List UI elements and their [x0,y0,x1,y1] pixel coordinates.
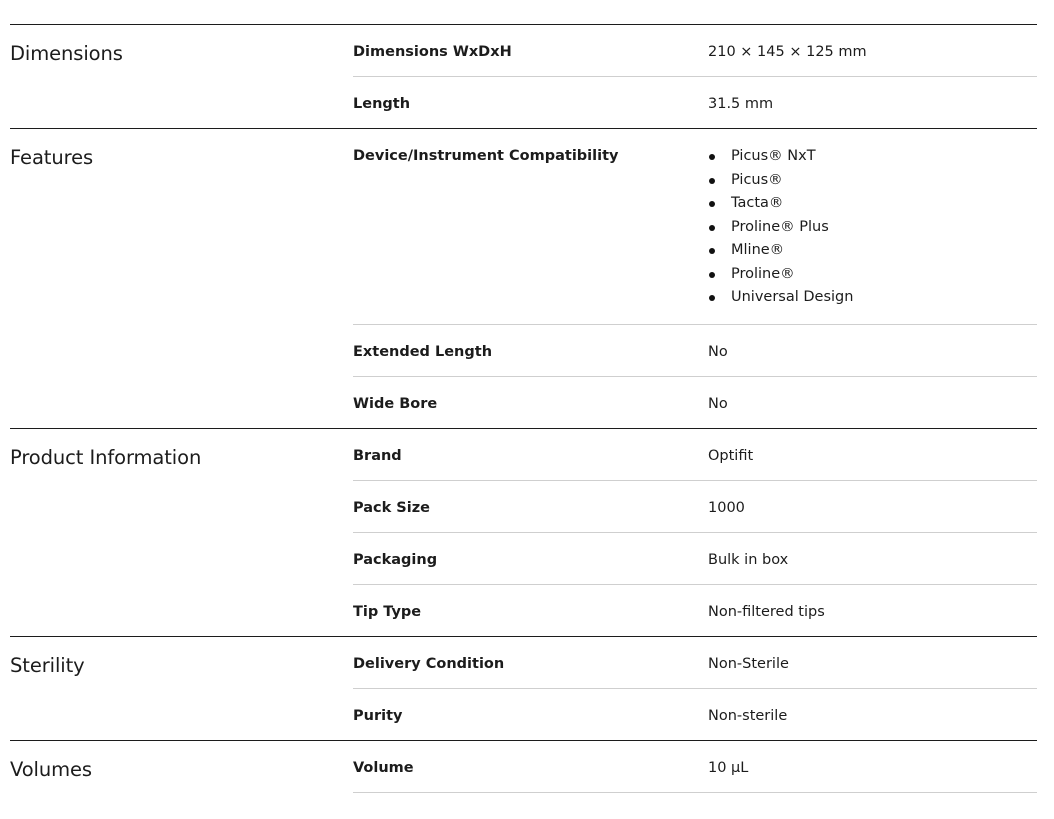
spec-rows [353,429,1037,636]
list-item-text: Mline® [731,242,785,258]
spec-value: 31.5 mm [708,96,774,112]
spec-row [353,688,1037,740]
spec-row [353,76,1037,128]
spec-row [353,584,1037,636]
divider [353,792,1037,793]
spec-row [353,741,1037,792]
list-item-text: Proline® Plus [731,218,829,235]
spec-row [353,637,1037,688]
spec-group-sterility [10,636,1037,740]
spec-row [353,532,1037,584]
spec-rows [353,129,1037,428]
bullet-icon [709,178,715,184]
spec-group-volumes [10,740,1037,792]
spec-value: Non-sterile [708,707,788,724]
list-item [708,239,1037,263]
list-item [708,192,1037,216]
spec-label: Length [353,96,411,112]
group-title: Sterility [10,653,85,677]
spec-row [353,129,1037,324]
spec-label: Tip Type [353,603,422,620]
bullet-icon [709,201,715,207]
spec-row [353,25,1037,76]
list-item [708,263,1037,287]
spec-value: No [708,343,728,360]
spec-group-product-information [10,428,1037,636]
spec-rows [353,637,1037,740]
list-item-text: Tacta® [731,195,784,211]
group-title: Features [10,146,94,169]
spec-value: 210 × 145 × 125 mm [708,44,867,60]
spec-group-features [10,128,1037,428]
spec-label: Purity [353,707,403,724]
spec-label: Brand [353,447,402,464]
spec-row [353,324,1037,376]
spec-row [353,480,1037,532]
list-item-text: Proline® [731,265,795,282]
group-title: Product Information [10,445,202,469]
spec-value: 10 µL [708,759,749,776]
bullet-icon [709,295,715,301]
spec-rows [353,741,1037,792]
spec-label: Dimensions WxDxH [353,44,512,60]
list-item [708,216,1037,240]
spec-label: Wide Bore [353,395,438,412]
bullet-icon [709,248,715,254]
spec-value: Bulk in box [708,551,789,568]
spec-row [353,429,1037,480]
list-item [708,286,1037,310]
spec-value [708,145,1037,310]
list-item-text: Picus® NxT [731,148,816,164]
spec-label: Pack Size [353,499,430,516]
list-item [708,169,1037,193]
compatibility-list [708,145,1037,310]
spec-rows [353,25,1037,128]
spec-row [353,376,1037,428]
spec-label: Packaging [353,551,438,568]
list-item [708,145,1037,169]
spec-value: Optifit [708,447,754,464]
bullet-icon [709,225,715,231]
list-item-text: Picus® [731,171,783,188]
spec-value: Non-Sterile [708,655,789,672]
bullet-icon [709,154,715,160]
spec-value: 1000 [708,499,745,516]
spec-label: Extended Length [353,343,493,360]
bullet-icon [709,272,715,278]
specifications-table [10,24,1037,793]
spec-value: No [708,395,728,412]
spec-value: Non-filtered tips [708,603,825,620]
group-title: Dimensions [10,42,123,65]
list-item-text: Universal Design [731,289,854,305]
group-title: Volumes [10,757,92,781]
spec-label: Delivery Condition [353,655,505,672]
spec-label: Device/Instrument Compatibility [353,148,619,164]
spec-label: Volume [353,759,414,776]
spec-group-dimensions [10,24,1037,128]
